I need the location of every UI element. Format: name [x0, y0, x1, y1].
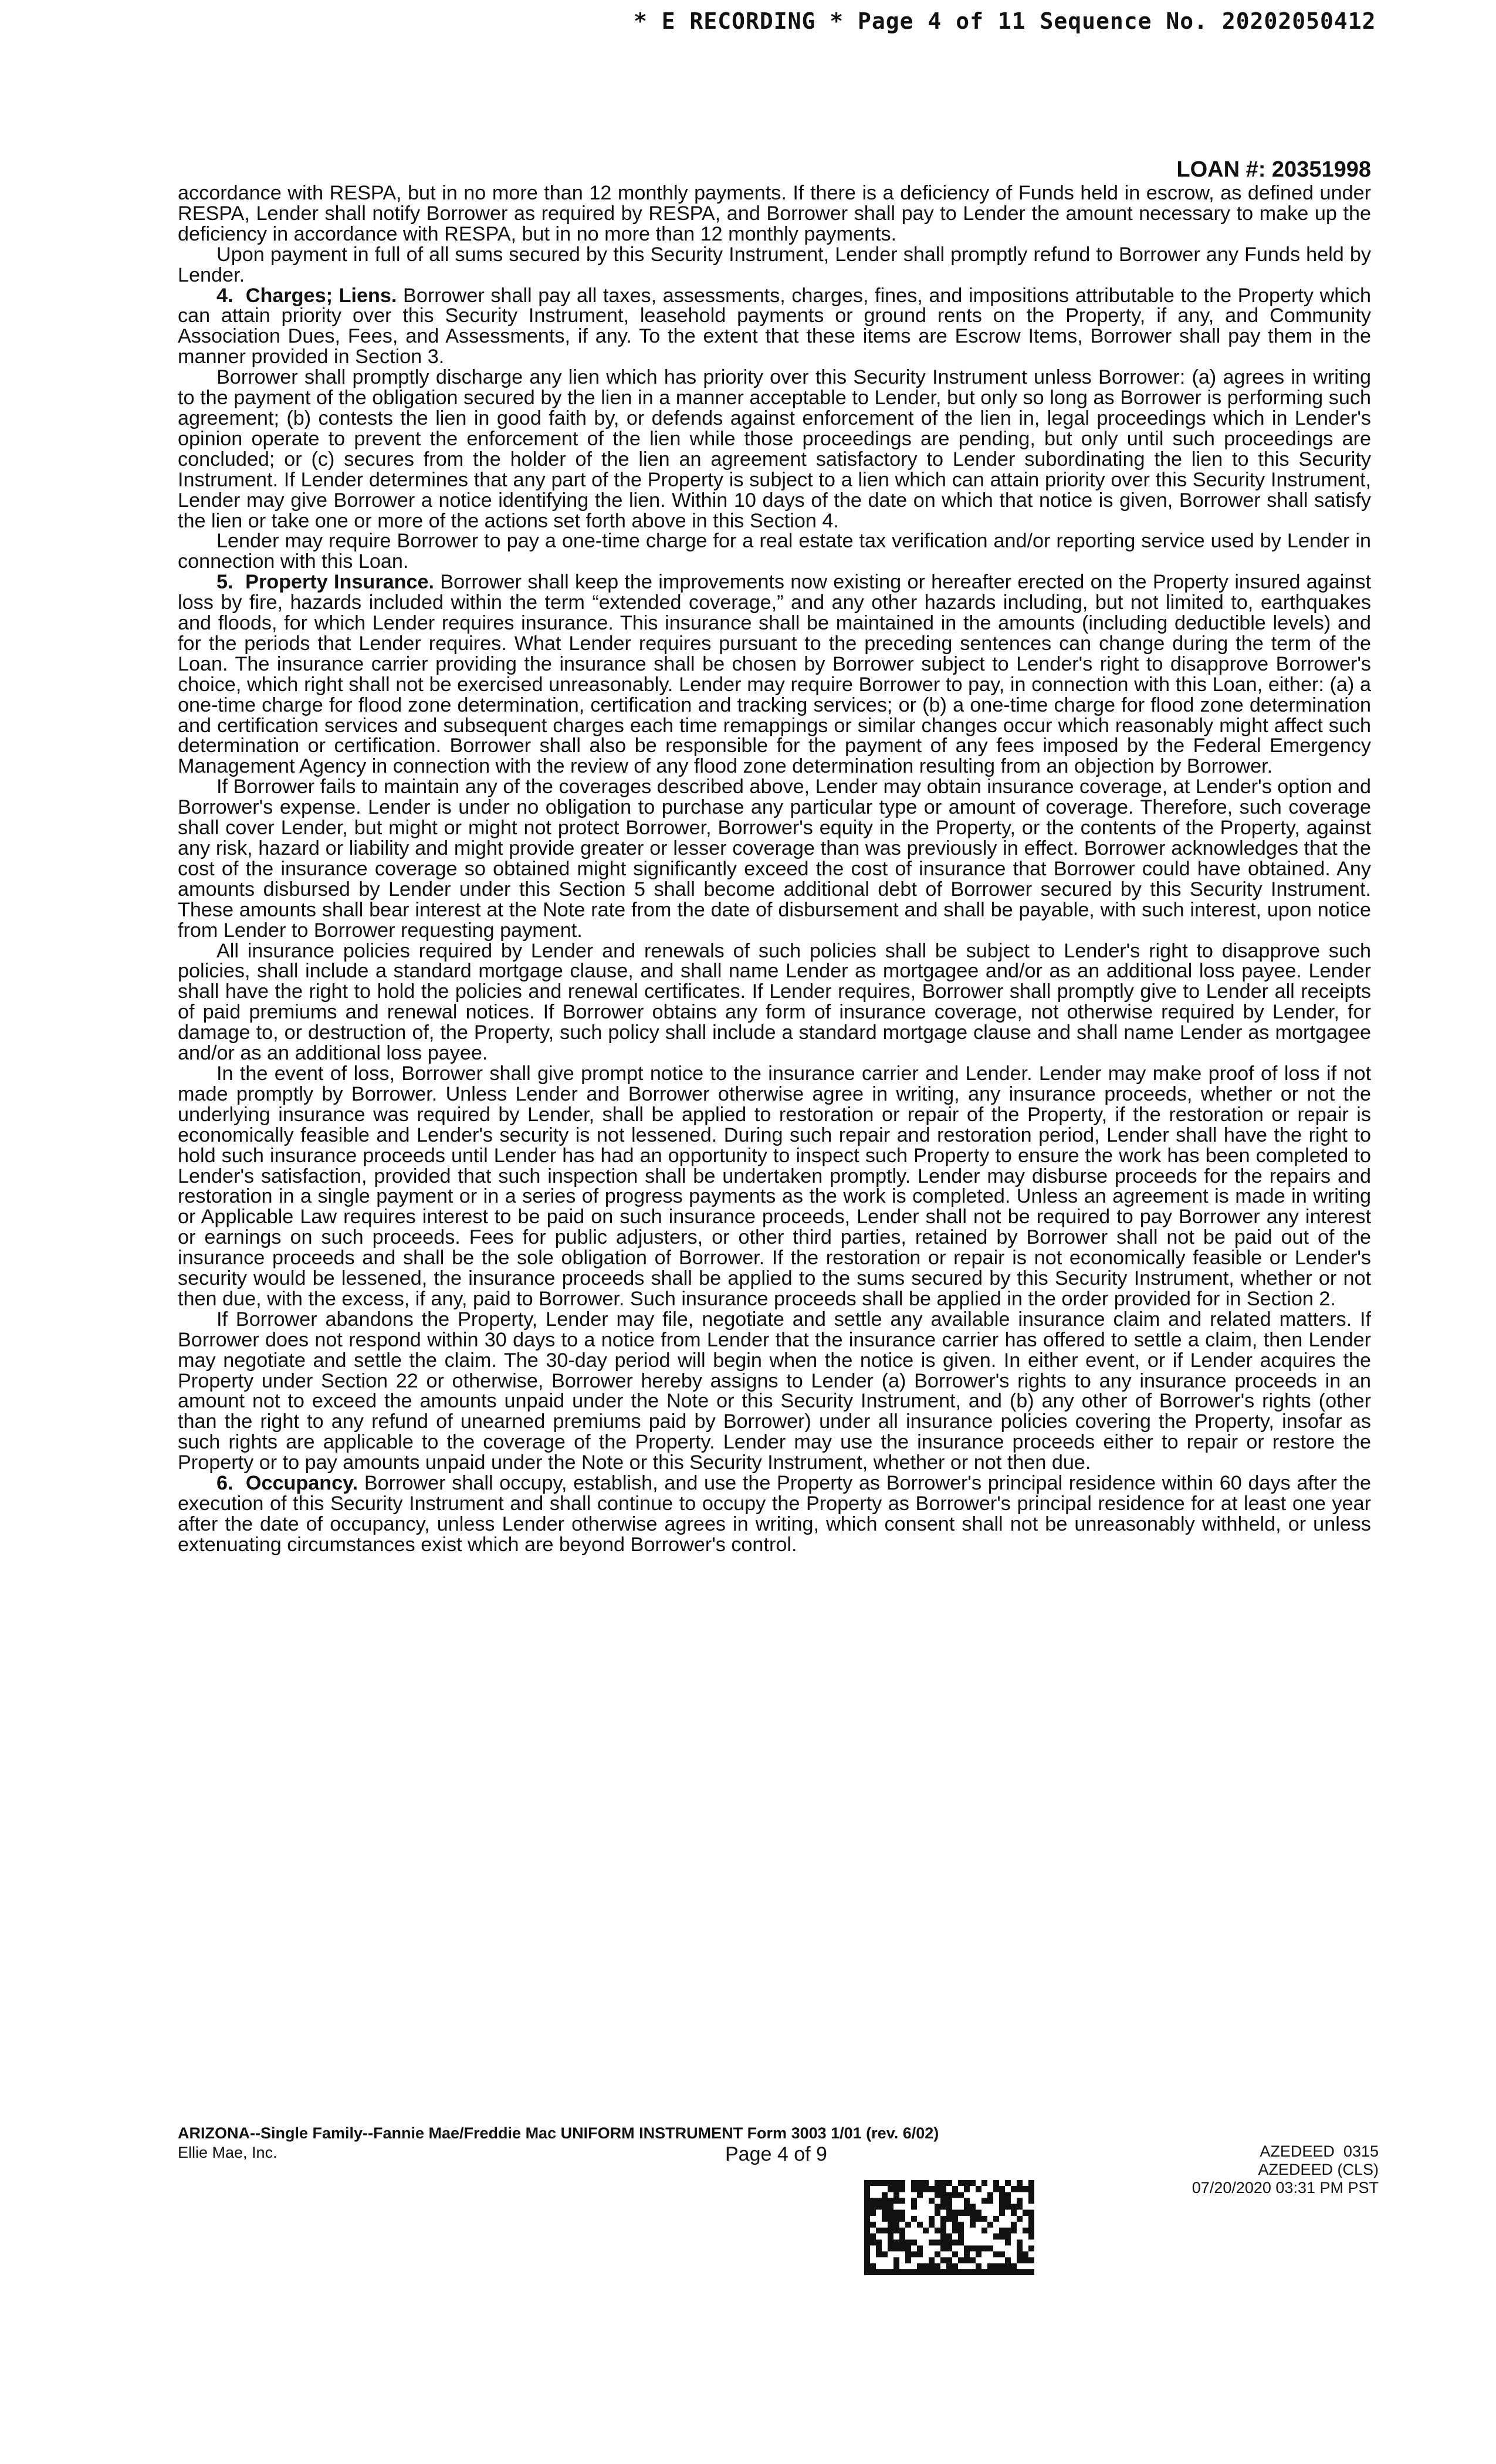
paragraph: Lender may require Borrower to pay a one-time charge for a real estate tax verification and/or reporting service used by Lender in connection with this Loan.	[178, 530, 1371, 573]
paragraph: If Borrower fails to maintain any of the coverages described above, Lender may obtain insurance coverage, at Lender's option and Borrower's expense. Lender is under no obligation to purchase any particular type or amount of coverage. Therefore, such coverage shall cover Lender, but might or might not protect Borrower, Borrower's equity in the Property, or the contents of the Property, against any risk, hazard or liability and might provide greater or lesser coverage than was previously in effect. Borrower acknowledges that the cost of the insurance coverage so obtained might significantly exceed the cost of insurance that Borrower could have obtained. Any amounts disbursed by Lender under this Section 5 shall become additional debt of Borrower secured by this Security Instrument. These amounts shall bear interest at the Note rate from the date of disbursement and shall be payable, with such interest, upon notice from Lender to Borrower requesting payment.	[178, 776, 1371, 942]
paragraph: accordance with RESPA, but in no more than 12 monthly payments. If there is a deficiency of Funds held in escrow, as defined under RESPA, Lender shall notify Borrower as required by RESPA, and Borrower shall pay to Lender the amount necessary to make up the deficiency in accordance with RESPA, but in no more than 12 monthly payments.	[178, 182, 1371, 245]
section-6	[178, 1473, 1371, 1555]
vendor-name: Ellie Mae, Inc.	[178, 2144, 277, 2161]
section-text: Borrower shall pay all taxes, assessments, charges, fines, and impositions attributable to the Property which can attain priority over this Security Instrument, leasehold payments or ground rents on the Property, if any, and Community Association Dues, Fees, and Assessments, if any. To the extent that these items are Escrow Items, Borrower shall pay them in the manner provided in Section 3.	[178, 284, 1372, 368]
section-title: Occupancy.	[245, 1472, 358, 1495]
document-body	[178, 183, 1371, 1555]
paragraph: In the event of loss, Borrower shall give prompt notice to the insurance carrier and Lender. Lender may make proof of loss if not made promptly by Borrower. Unless Lender and Borrower otherwise agree in writing, any insurance proceeds, whether or not the underlying insurance was required by Lender, shall be applied to restoration or repair of the Property, if the restoration or repair is economically feasible and Lender's security is not lessened. During such repair and restoration period, Lender shall have the right to hold such insurance proceeds until Lender has had an opportunity to inspect such Property to ensure the work has been completed to Lender's satisfaction, provided that such inspection shall be undertaken promptly. Lender may disburse proceeds for the repairs and restoration in a single payment or in a series of progress payments as the work is completed. Unless an agreement is made in writing or Applicable Law requires interest to be paid on such insurance proceeds, Lender shall not be required to pay Borrower any interest or earnings on such proceeds. Fees for public adjusters, or other third parties, retained by Borrower shall not be paid out of the insurance proceeds and shall be the sole obligation of Borrower. If the restoration or repair is not economically feasible or Lender's security would be lessened, the insurance proceeds shall be applied to the sums secured by this Security Instrument, whether or not then due, with the excess, if any, paid to Borrower. Such insurance proceeds shall be applied in the order provided for in Section 2.	[178, 1062, 1371, 1310]
paragraph: Upon payment in full of all sums secured by this Security Instrument, Lender shall promptly refund to Borrower any Funds held by Lender.	[178, 243, 1371, 286]
paragraph: Borrower shall promptly discharge any lien which has priority over this Security Instrument unless Borrower: (a) agrees in writing to the payment of the obligation secured by the lien in a manner acceptable to Lender, but only so long as Borrower is performing such agreement; (b) contests the lien in good faith by, or defends against enforcement of the lien in, legal proceedings which in Lender's opinion operate to prevent the enforcement of the lien while those proceedings are pending, but only until such proceedings are concluded; or (c) secures from the holder of the lien an agreement satisfactory to Lender subordinating the lien to this Security Instrument. If Lender determines that any part of the Property is subject to a lien which can attain priority over this Security Instrument, Lender may give Borrower a notice identifying the lien. Within 10 days of the date on which that notice is given, Borrower shall satisfy the lien or take one or more of the actions set forth above in this Section 4.	[178, 366, 1371, 532]
section-title: Property Insurance.	[245, 571, 435, 594]
section-number: 5.	[216, 571, 233, 594]
section-text: Borrower shall keep the improvements now existing or hereafter erected on the Property insured against loss by fire, hazards included within the term “extended coverage,” and any other hazards including, but not limited to, earthquakes and floods, for which Lender requires insurance. This insurance shall be maintained in the amounts (including deductible levels) and for the periods that Lender requires. What Lender requires pursuant to the preceding sentences can change during the term of the Loan. The insurance carrier providing the insurance shall be chosen by Borrower subject to Lender's right to disapprove Borrower's choice, which right shall not be exercised unreasonably. Lender may require Borrower to pay, in connection with this Loan, either: (a) a one-time charge for flood zone determination, certification and tracking services; or (b) a one-time charge for flood zone determination and certification services and subsequent charges each time remappings or similar changes occur which reasonably might affect such determination or certification. Borrower shall also be responsible for the payment of any fees imposed by the Federal Emergency Management Agency in connection with the review of any flood zone determination resulting from an objection by Borrower.	[178, 571, 1372, 778]
form-code-cls: AZEDEED (CLS)	[1258, 2161, 1379, 2178]
print-timestamp: 07/20/2020 03:31 PM PST	[1192, 2179, 1379, 2196]
section-4	[178, 286, 1371, 368]
form-title: ARIZONA--Single Family--Fannie Mae/Freddie Mac UNIFORM INSTRUMENT Form 3003 1/01 (rev. 6/02)	[178, 2124, 939, 2142]
section-number: 4.	[216, 284, 233, 307]
section-title: Charges; Liens.	[245, 284, 397, 307]
page-number: Page 4 of 9	[725, 2143, 827, 2165]
paragraph: If Borrower abandons the Property, Lender may file, negotiate and settle any available insurance claim and related matters. If Borrower does not respond within 30 days to a notice from Lender that the insurance carrier has offered to settle a claim, then Lender may negotiate and settle the claim. The 30-day period will begin when the notice is given. In either event, or if Lender acquires the Property under Section 22 or otherwise, Borrower hereby assigns to Lender (a) Borrower's rights to any insurance proceeds in an amount not to exceed the amounts unpaid under the Note or this Security Instrument, and (b) any other of Borrower's rights (other than the right to any refund of unearned premiums paid by Borrower) under all insurance policies covering the Property, insofar as such rights are applicable to the coverage of the Property. Lender may use the insurance proceeds either to repair or restore the Property or to pay amounts unpaid under the Note or this Security Instrument, whether or not then due.	[178, 1308, 1371, 1474]
footer-codes	[1192, 2143, 1379, 2197]
section-5	[178, 572, 1371, 777]
form-code: AZEDEED 0315	[1260, 2143, 1379, 2160]
loan-number: LOAN #: 20351998	[1176, 157, 1371, 182]
section-number: 6.	[216, 1472, 233, 1495]
recording-header: * E RECORDING * Page 4 of 11 Sequence No. 20202050412	[634, 8, 1376, 34]
paragraph: All insurance policies required by Lender and renewals of such policies shall be subject to Lender's right to disapprove such policies, shall include a standard mortgage clause, and shall name Lender as mortgagee and/or as an additional loss payee. Lender shall have the right to hold the policies and renewal certificates. If Lender requires, Borrower shall promptly give to Lender all receipts of paid premiums and renewal notices. If Borrower obtains any form of insurance coverage, not otherwise required by Lender, for damage to, or destruction of, the Property, such policy shall include a standard mortgage clause and shall name Lender as mortgagee and/or as an additional loss payee.	[178, 939, 1371, 1065]
section-text: Borrower shall occupy, establish, and use the Property as Borrower's principal residence within 60 days after the execution of this Security Instrument and shall continue to occupy the Property as Borrower's principal residence for at least one year after the date of occupancy, unless Lender otherwise agrees in writing, which consent shall not be unreasonably withheld, or unless extenuating circumstances exist which are beyond Borrower's control.	[178, 1472, 1371, 1556]
2d-barcode-icon	[864, 2180, 1034, 2275]
